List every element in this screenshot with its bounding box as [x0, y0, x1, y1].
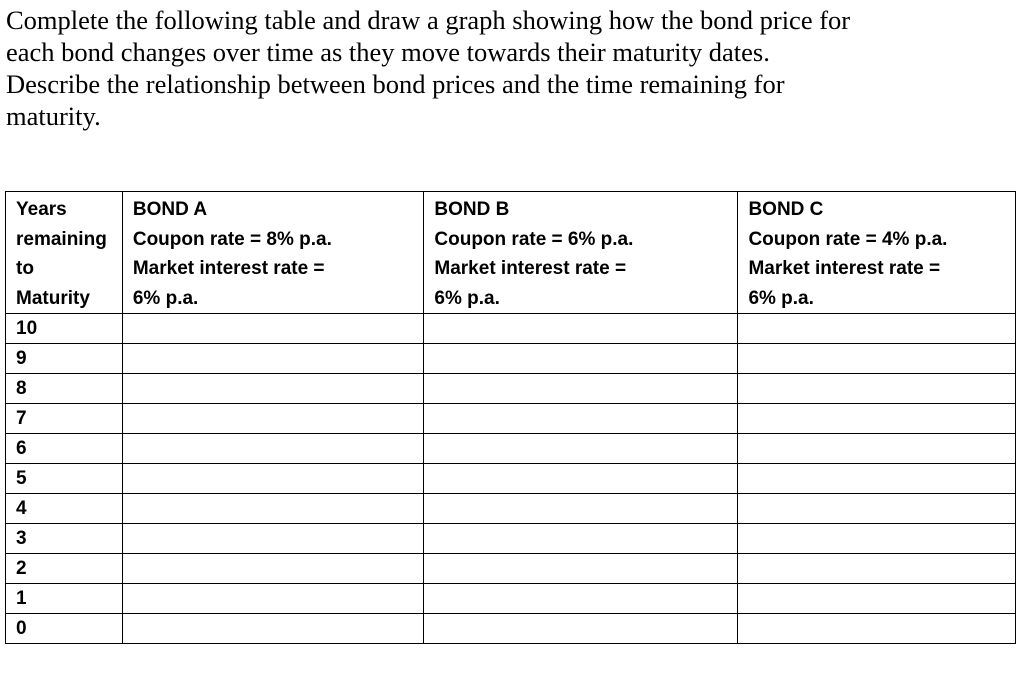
header-line: Market interest rate =: [132, 258, 325, 279]
header-line: 6% p.a.: [748, 287, 814, 309]
bond-b-price-cell[interactable]: [424, 614, 738, 644]
bond-price-table: [5, 191, 1016, 644]
bond-a-price-cell[interactable]: [122, 554, 424, 584]
table-row: [6, 404, 1016, 434]
header-line: Coupon rate = 6% p.a.: [434, 228, 634, 250]
bond-b-price-cell[interactable]: [424, 374, 738, 404]
bond-b-price-cell[interactable]: [424, 494, 738, 524]
header-bond-b: [424, 192, 738, 314]
table-row: [6, 344, 1016, 374]
bond-b-price-cell[interactable]: [424, 314, 738, 344]
header-bond-c: [738, 192, 1016, 314]
bond-c-price-cell[interactable]: [738, 464, 1016, 494]
bond-c-price-cell[interactable]: [738, 404, 1016, 434]
years-cell: 6: [6, 434, 123, 464]
bond-c-price-cell[interactable]: [738, 524, 1016, 554]
bond-c-price-cell[interactable]: [738, 554, 1016, 584]
table-row: [6, 314, 1016, 344]
header-line: to: [16, 258, 34, 279]
table-row: [6, 464, 1016, 494]
years-cell: 7: [6, 404, 123, 434]
header-line: Coupon rate = 4% p.a.: [748, 228, 948, 250]
table-row: [6, 374, 1016, 404]
years-cell: 5: [6, 464, 123, 494]
years-cell: 4: [6, 494, 123, 524]
header-line: BOND B: [434, 199, 510, 220]
years-cell: 9: [6, 344, 123, 374]
years-cell: 1: [6, 584, 123, 614]
bond-b-price-cell[interactable]: [424, 554, 738, 584]
instruction-line: Complete the following table and draw a graph showing how the bond price for: [6, 5, 851, 35]
bond-b-price-cell[interactable]: [424, 404, 738, 434]
bond-c-price-cell[interactable]: [738, 344, 1016, 374]
table-row: [6, 434, 1016, 464]
header-line: Years: [16, 199, 67, 220]
instructions-text: [6, 4, 1006, 132]
bond-a-price-cell[interactable]: [122, 404, 424, 434]
table-row: [6, 554, 1016, 584]
bond-c-price-cell[interactable]: [738, 584, 1016, 614]
instruction-line: each bond changes over time as they move towards their maturity dates.: [6, 37, 770, 67]
header-line: Maturity: [16, 287, 90, 309]
years-cell: 8: [6, 374, 123, 404]
bond-a-price-cell[interactable]: [122, 614, 424, 644]
header-years-remaining: [6, 192, 123, 314]
bond-c-price-cell[interactable]: [738, 434, 1016, 464]
bond-a-price-cell[interactable]: [122, 434, 424, 464]
bond-b-price-cell[interactable]: [424, 464, 738, 494]
header-line: BOND C: [748, 199, 824, 220]
bond-b-price-cell[interactable]: [424, 524, 738, 554]
years-cell: 2: [6, 554, 123, 584]
header-line: Market interest rate =: [748, 258, 941, 279]
instruction-line: maturity.: [6, 101, 101, 131]
bond-a-price-cell[interactable]: [122, 374, 424, 404]
bond-c-price-cell[interactable]: [738, 374, 1016, 404]
header-line: BOND A: [132, 199, 208, 220]
bond-a-price-cell[interactable]: [122, 344, 424, 374]
bond-b-price-cell[interactable]: [424, 584, 738, 614]
bond-a-price-cell[interactable]: [122, 494, 424, 524]
table-row: [6, 524, 1016, 554]
bond-c-price-cell[interactable]: [738, 614, 1016, 644]
instruction-line: Describe the relationship between bond prices and the time remaining for: [6, 69, 785, 99]
bond-a-price-cell[interactable]: [122, 584, 424, 614]
bond-b-price-cell[interactable]: [424, 434, 738, 464]
bond-c-price-cell[interactable]: [738, 314, 1016, 344]
bond-a-price-cell[interactable]: [122, 464, 424, 494]
header-line: remaining: [16, 228, 107, 250]
header-line: Market interest rate =: [434, 258, 627, 279]
bond-a-price-cell[interactable]: [122, 524, 424, 554]
header-line: Coupon rate = 8% p.a.: [132, 228, 332, 250]
years-cell: 3: [6, 524, 123, 554]
bond-c-price-cell[interactable]: [738, 494, 1016, 524]
years-cell: 10: [6, 314, 123, 344]
table-header-row: [6, 192, 1016, 314]
table-row: [6, 494, 1016, 524]
bond-b-price-cell[interactable]: [424, 344, 738, 374]
years-cell: 0: [6, 614, 123, 644]
table-row: [6, 614, 1016, 644]
header-bond-a: [122, 192, 424, 314]
bond-a-price-cell[interactable]: [122, 314, 424, 344]
header-line: 6% p.a.: [132, 287, 199, 309]
header-line: 6% p.a.: [434, 287, 500, 309]
table-row: [6, 584, 1016, 614]
